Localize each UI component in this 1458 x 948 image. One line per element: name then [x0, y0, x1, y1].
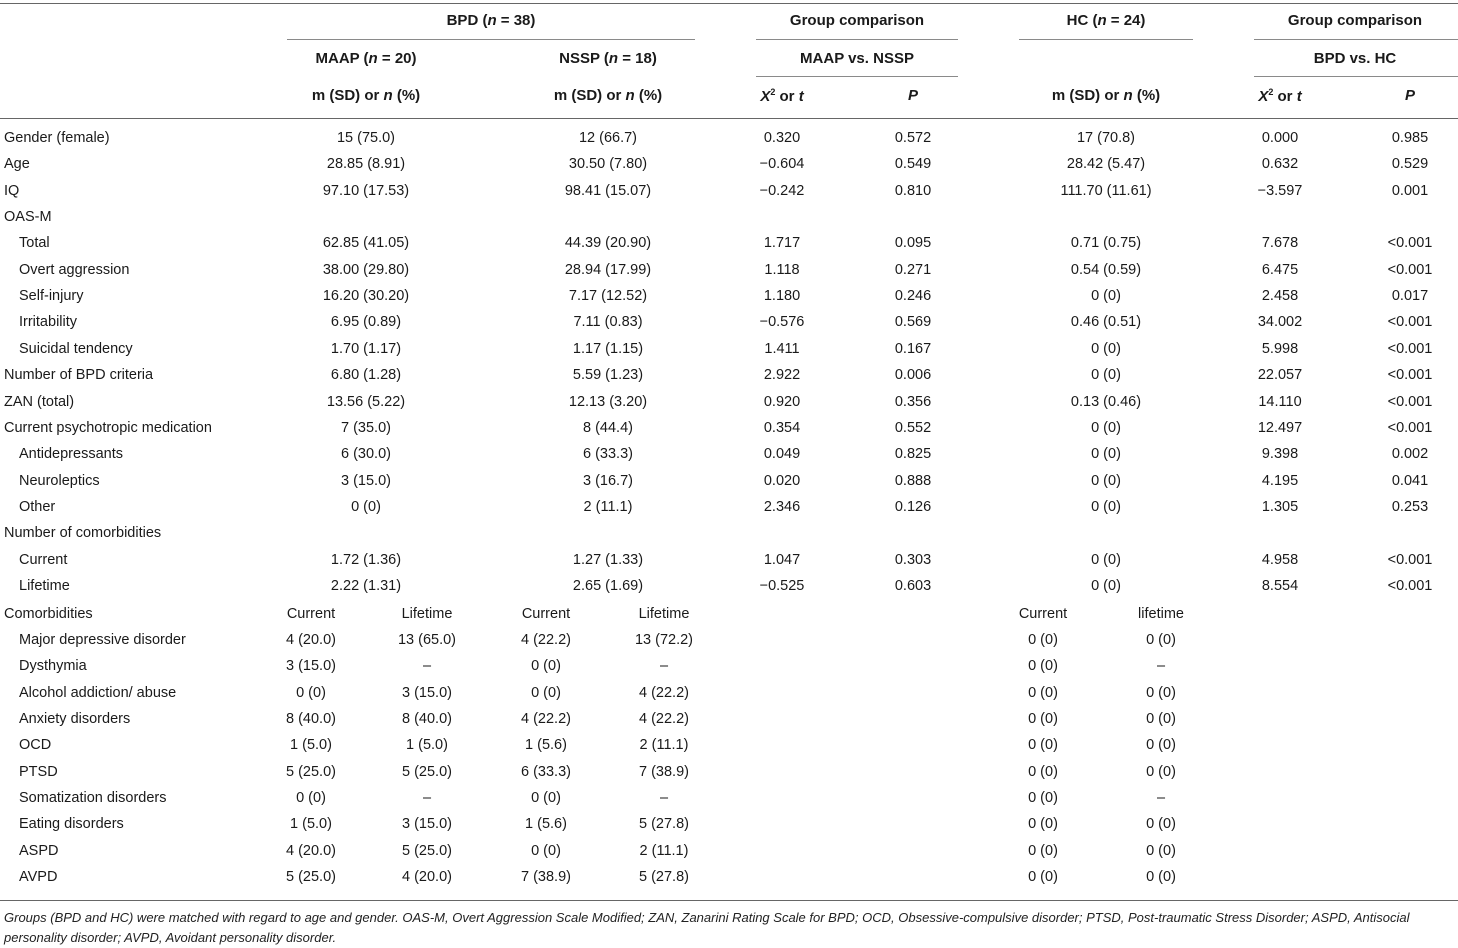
cell-maap: 7 (35.0) [341, 420, 391, 436]
cell-p2: 0.985 [1391, 130, 1429, 146]
comorbidity-cell-nssp-cur: 4 (22.2) [521, 711, 571, 727]
cell-nssp: 5.59 (1.23) [572, 367, 644, 383]
cell-maap: 6.80 (1.28) [330, 367, 402, 383]
comorbidity-cell-nssp-cur: 7 (38.9) [521, 869, 571, 885]
row-label: IQ [4, 183, 20, 199]
comorbidity-cell-maap-cur: 4 (20.0) [286, 632, 336, 648]
comorbidity-label: Eating disorders [19, 816, 124, 832]
cell-hc: 0 (0) [1091, 473, 1121, 489]
cell-nssp: 7.11 (0.83) [573, 314, 643, 330]
header-maap: MAAP (n = 20) [315, 50, 417, 67]
maap-current-header: Current [286, 606, 336, 622]
comorbidity-cell-nssp-cur: 1 (5.6) [525, 816, 567, 832]
comorbidity-label: Somatization disorders [19, 790, 167, 806]
comorbidity-cell-hc-life: 0 (0) [1146, 737, 1176, 753]
cell-hc: 0 (0) [1091, 446, 1121, 462]
cell-maap: 6.95 (0.89) [330, 314, 402, 330]
comorbidity-cell-nssp-cur: 0 (0) [531, 790, 561, 806]
cell-p1: 0.303 [894, 552, 932, 568]
comorbidity-cell-maap-life: 5 (25.0) [402, 764, 452, 780]
cell-p2: <0.001 [1387, 314, 1433, 330]
cell-t2: 0.632 [1261, 156, 1299, 172]
comorbidity-cell-maap-cur: 3 (15.0) [286, 658, 336, 674]
row-label: Other [19, 499, 56, 515]
cell-hc: 0 (0) [1091, 552, 1121, 568]
cell-p1: 0.271 [894, 262, 932, 278]
header-p-1: P [907, 87, 919, 104]
cell-t2: 8.554 [1261, 578, 1299, 594]
maap-vs-nssp-underline [756, 76, 958, 77]
comorbidity-cell-hc-cur: 0 (0) [1028, 632, 1058, 648]
comorbidity-cell-maap-cur: 5 (25.0) [286, 764, 336, 780]
row-label: Self-injury [19, 288, 84, 304]
cell-maap: 28.85 (8.91) [326, 156, 406, 172]
cell-t2: 2.458 [1261, 288, 1299, 304]
header-group-comparison-1: Group comparison [789, 12, 925, 29]
comorbidity-cell-maap-cur: 4 (20.0) [286, 843, 336, 859]
comorbidity-label: Alcohol addiction/ abuse [19, 685, 177, 701]
comorbidity-cell-maap-life: 3 (15.0) [402, 816, 452, 832]
cell-hc: 0 (0) [1091, 420, 1121, 436]
row-label: Current [19, 552, 68, 568]
cell-t1: 0.049 [763, 446, 801, 462]
row-label: Irritability [19, 314, 78, 330]
comorbidity-cell-nssp-life: 5 (27.8) [639, 816, 689, 832]
cell-t2: −3.597 [1257, 183, 1303, 199]
comorbidity-cell-maap-life: 8 (40.0) [402, 711, 452, 727]
cell-t1: 0.920 [763, 394, 801, 410]
cell-nssp: 12 (66.7) [578, 130, 638, 146]
row-label: Total [19, 235, 50, 251]
cell-hc: 17 (70.8) [1076, 130, 1136, 146]
cell-p2: <0.001 [1387, 367, 1433, 383]
cell-hc: 0 (0) [1091, 341, 1121, 357]
comorbidity-cell-nssp-cur: 4 (22.2) [521, 632, 571, 648]
cell-t2: 14.110 [1258, 394, 1302, 410]
cell-t1: 0.020 [763, 473, 801, 489]
cell-nssp: 2.65 (1.69) [572, 578, 644, 594]
cell-p2: <0.001 [1387, 235, 1433, 251]
cell-hc: 0 (0) [1091, 578, 1121, 594]
header-bpd-vs-hc: BPD vs. HC [1313, 50, 1397, 67]
cell-maap: 16.20 (30.20) [322, 288, 410, 304]
nssp-current-header: Current [521, 606, 571, 622]
cell-p2: <0.001 [1387, 578, 1433, 594]
cell-p2: 0.017 [1391, 288, 1429, 304]
cell-hc: 28.42 (5.47) [1066, 156, 1146, 172]
cell-maap: 1.70 (1.17) [330, 341, 402, 357]
comorbidity-cell-maap-cur: 5 (25.0) [286, 869, 336, 885]
comorbidity-cell-nssp-cur: 0 (0) [531, 685, 561, 701]
row-label: Antidepressants [19, 446, 123, 462]
cell-maap: 97.10 (17.53) [322, 183, 410, 199]
comorbidity-cell-nssp-life: 13 (72.2) [634, 632, 694, 648]
nssp-lifetime-header: Lifetime [638, 606, 690, 622]
row-label: OAS-M [4, 209, 52, 225]
cell-p2: 0.529 [1391, 156, 1429, 172]
comorbidity-cell-nssp-cur: 6 (33.3) [521, 764, 571, 780]
cell-maap: 38.00 (29.80) [322, 262, 410, 278]
header-hc: HC (n = 24) [1066, 12, 1146, 29]
row-label: Number of comorbidities [4, 525, 162, 541]
hc-underline [1019, 39, 1193, 40]
cell-nssp: 2 (11.1) [583, 499, 633, 515]
cell-t1: −0.242 [759, 183, 805, 199]
comorbidity-cell-hc-life: 0 (0) [1146, 816, 1176, 832]
cell-t2: 12.497 [1257, 420, 1303, 436]
header-nssp: NSSP (n = 18) [559, 50, 657, 67]
row-label: Current psychotropic medication [4, 420, 212, 436]
cell-p2: <0.001 [1387, 552, 1433, 568]
comorbidity-cell-maap-cur: 8 (40.0) [286, 711, 336, 727]
header-hc-stat: m (SD) or n (%) [1051, 87, 1161, 104]
comorbidity-cell-maap-life: 13 (65.0) [397, 632, 457, 648]
cell-hc: 0.13 (0.46) [1070, 394, 1142, 410]
header-maap-vs-nssp: MAAP vs. NSSP [800, 50, 914, 67]
cell-p1: 0.126 [894, 499, 932, 515]
comorbidity-cell-hc-cur: 0 (0) [1028, 764, 1058, 780]
comorbidity-cell-nssp-life: 4 (22.2) [639, 711, 689, 727]
comorbidity-cell-hc-cur: 0 (0) [1028, 816, 1058, 832]
cell-t2: 5.998 [1261, 341, 1299, 357]
cell-hc: 0.54 (0.59) [1070, 262, 1142, 278]
comorbidity-label: ASPD [19, 843, 59, 859]
cell-maap: 3 (15.0) [341, 473, 391, 489]
cell-t1: 1.047 [763, 552, 801, 568]
cell-t1: 1.411 [764, 341, 800, 357]
comorbidity-label: PTSD [19, 764, 58, 780]
cell-p1: 0.246 [894, 288, 932, 304]
row-label: ZAN (total) [4, 394, 75, 410]
cell-maap: 62.85 (41.05) [322, 235, 410, 251]
cell-t1: −0.525 [759, 578, 805, 594]
comorbidity-cell-maap-life: 5 (25.0) [402, 843, 452, 859]
table-bottom-rule [0, 900, 1458, 901]
comorbidity-cell-nssp-life: – [659, 658, 669, 674]
comorbidity-cell-nssp-life: 5 (27.8) [639, 869, 689, 885]
hc-current-header: Current [1018, 606, 1068, 622]
cell-t2: 7.678 [1261, 235, 1299, 251]
header-group-comparison-2: Group comparison [1287, 12, 1423, 29]
row-label: Neuroleptics [19, 473, 100, 489]
cell-maap: 15 (75.0) [336, 130, 396, 146]
cell-nssp: 1.17 (1.15) [572, 341, 644, 357]
group-comparison-1-underline [756, 39, 958, 40]
bpd-underline [287, 39, 695, 40]
cell-nssp: 98.41 (15.07) [564, 183, 652, 199]
comorbidity-cell-hc-cur: 0 (0) [1028, 790, 1058, 806]
cell-t1: 1.118 [764, 262, 800, 278]
comorbidities-label: Comorbidities [4, 606, 93, 622]
cell-nssp: 7.17 (12.52) [568, 288, 648, 304]
comorbidity-cell-hc-life: 0 (0) [1146, 869, 1176, 885]
comorbidity-cell-maap-cur: 0 (0) [296, 790, 326, 806]
comorbidity-cell-hc-cur: 0 (0) [1028, 685, 1058, 701]
comorbidity-cell-hc-cur: 0 (0) [1028, 869, 1058, 885]
bpd-vs-hc-underline [1254, 76, 1458, 77]
header-x2-t-2: $X^2$ or t [1258, 87, 1302, 105]
cell-hc: 0 (0) [1091, 499, 1121, 515]
cell-t1: −0.576 [759, 314, 805, 330]
comorbidity-cell-nssp-life: 4 (22.2) [639, 685, 689, 701]
cell-nssp: 1.27 (1.33) [572, 552, 644, 568]
cell-p1: 0.167 [894, 341, 932, 357]
cell-p2: <0.001 [1387, 420, 1433, 436]
cell-t2: 9.398 [1261, 446, 1299, 462]
cell-maap: 0 (0) [351, 499, 381, 515]
row-label: Suicidal tendency [19, 341, 133, 357]
table-footnote: Groups (BPD and HC) were matched with regard to age and gender. OAS-M, Overt Aggression Scale Modified; ZAN, Zanarini Rating Scale for BPD; OCD, Obsessive-compulsive disorder; PTSD, Post-traumatic Stress Disorder; ASPD, Antisocial personality disorder; AVPD, Avoidant personality disorder. [4, 910, 1410, 945]
header-x2-t-1: $X^2$ or t [760, 87, 804, 105]
comorbidity-cell-maap-life: – [422, 658, 432, 674]
cell-t2: 4.195 [1261, 473, 1299, 489]
cell-nssp: 3 (16.7) [583, 473, 633, 489]
comorbidity-cell-hc-life: 0 (0) [1146, 632, 1176, 648]
cell-hc: 0 (0) [1091, 367, 1121, 383]
cell-p2: 0.253 [1391, 499, 1429, 515]
comorbidity-cell-hc-cur: 0 (0) [1028, 843, 1058, 859]
cell-t1: 0.354 [763, 420, 801, 436]
cell-nssp: 28.94 (17.99) [564, 262, 652, 278]
comorbidity-cell-maap-life: – [422, 790, 432, 806]
row-label: Lifetime [19, 578, 70, 594]
comorbidity-cell-hc-life: 0 (0) [1146, 764, 1176, 780]
cell-p1: 0.825 [894, 446, 932, 462]
comorbidity-cell-hc-life: 0 (0) [1146, 685, 1176, 701]
cell-t1: 1.180 [763, 288, 801, 304]
comorbidity-cell-hc-cur: 0 (0) [1028, 658, 1058, 674]
cell-t1: 2.346 [763, 499, 801, 515]
cell-t2: 22.057 [1257, 367, 1303, 383]
cell-p1: 0.552 [894, 420, 932, 436]
comorbidity-cell-nssp-cur: 1 (5.6) [525, 737, 567, 753]
cell-t2: 4.958 [1261, 552, 1299, 568]
cell-p1: 0.095 [894, 235, 932, 251]
cell-hc: 0.71 (0.75) [1070, 235, 1142, 251]
cell-p1: 0.888 [894, 473, 932, 489]
comorbidity-cell-maap-life: 1 (5.0) [406, 737, 448, 753]
top-rule [0, 3, 1458, 4]
cell-p2: 0.041 [1391, 473, 1429, 489]
comorbidity-cell-maap-life: 4 (20.0) [402, 869, 452, 885]
comorbidity-cell-maap-cur: 1 (5.0) [290, 737, 332, 753]
cell-t1: 2.922 [763, 367, 801, 383]
cell-maap: 2.22 (1.31) [330, 578, 402, 594]
header-bottom-rule [0, 118, 1458, 119]
cell-t1: −0.604 [759, 156, 805, 172]
cell-t2: 0.000 [1261, 130, 1299, 146]
group-comparison-2-underline [1254, 39, 1458, 40]
hc-lifetime-header: lifetime [1138, 606, 1184, 622]
cell-p1: 0.603 [894, 578, 932, 594]
cell-nssp: 30.50 (7.80) [568, 156, 648, 172]
comorbidity-cell-nssp-life: 2 (11.1) [639, 737, 689, 753]
cell-t2: 1.305 [1261, 499, 1299, 515]
row-label: Age [4, 156, 30, 172]
cell-p1: 0.006 [894, 367, 932, 383]
cell-p2: 0.002 [1391, 446, 1429, 462]
comorbidity-cell-maap-life: 3 (15.0) [402, 685, 452, 701]
comorbidity-cell-hc-life: – [1156, 658, 1166, 674]
maap-lifetime-header: Lifetime [401, 606, 453, 622]
header-maap-stat: m (SD) or n (%) [311, 87, 421, 104]
comorbidity-cell-hc-life: 0 (0) [1146, 711, 1176, 727]
cell-maap: 1.72 (1.36) [330, 552, 402, 568]
comorbidity-cell-nssp-cur: 0 (0) [531, 843, 561, 859]
cell-maap: 6 (30.0) [341, 446, 391, 462]
cell-p1: 0.572 [894, 130, 932, 146]
comorbidity-label: Dysthymia [19, 658, 87, 674]
cell-p2: <0.001 [1387, 394, 1433, 410]
comorbidity-cell-nssp-life: 7 (38.9) [639, 764, 689, 780]
cell-p2: <0.001 [1387, 262, 1433, 278]
cell-t1: 0.320 [763, 130, 801, 146]
cell-maap: 13.56 (5.22) [326, 394, 406, 410]
cell-p2: <0.001 [1387, 341, 1433, 357]
cell-t1: 1.717 [763, 235, 801, 251]
comorbidity-cell-hc-life: – [1156, 790, 1166, 806]
comorbidity-cell-hc-life: 0 (0) [1146, 843, 1176, 859]
row-label: Overt aggression [19, 262, 130, 278]
comorbidity-label: Major depressive disorder [19, 632, 186, 648]
comorbidity-cell-nssp-cur: 0 (0) [531, 658, 561, 674]
cell-nssp: 12.13 (3.20) [568, 394, 648, 410]
cell-p1: 0.810 [894, 183, 932, 199]
comorbidity-cell-nssp-life: 2 (11.1) [639, 843, 689, 859]
header-p-2: P [1404, 87, 1416, 104]
header-bpd: BPD (n = 38) [446, 12, 536, 29]
comorbidity-cell-maap-cur: 1 (5.0) [290, 816, 332, 832]
row-label: Gender (female) [4, 130, 110, 146]
cell-t2: 6.475 [1261, 262, 1299, 278]
comorbidity-cell-nssp-life: – [659, 790, 669, 806]
cell-hc: 111.70 (11.61) [1060, 183, 1152, 199]
row-label: Number of BPD criteria [4, 367, 154, 383]
cell-hc: 0.46 (0.51) [1070, 314, 1142, 330]
comorbidity-label: OCD [19, 737, 52, 753]
cell-t2: 34.002 [1257, 314, 1303, 330]
cell-nssp: 8 (44.4) [583, 420, 633, 436]
comorbidity-cell-hc-cur: 0 (0) [1028, 737, 1058, 753]
cell-p2: 0.001 [1391, 183, 1429, 199]
cell-p1: 0.356 [894, 394, 932, 410]
cell-nssp: 44.39 (20.90) [564, 235, 652, 251]
cell-p1: 0.549 [894, 156, 932, 172]
cell-p1: 0.569 [894, 314, 932, 330]
comorbidity-cell-hc-cur: 0 (0) [1028, 711, 1058, 727]
comorbidity-label: AVPD [19, 869, 58, 885]
comorbidity-cell-maap-cur: 0 (0) [296, 685, 326, 701]
cell-hc: 0 (0) [1091, 288, 1121, 304]
cell-nssp: 6 (33.3) [583, 446, 633, 462]
header-nssp-stat: m (SD) or n (%) [553, 87, 663, 104]
comorbidity-label: Anxiety disorders [19, 711, 131, 727]
